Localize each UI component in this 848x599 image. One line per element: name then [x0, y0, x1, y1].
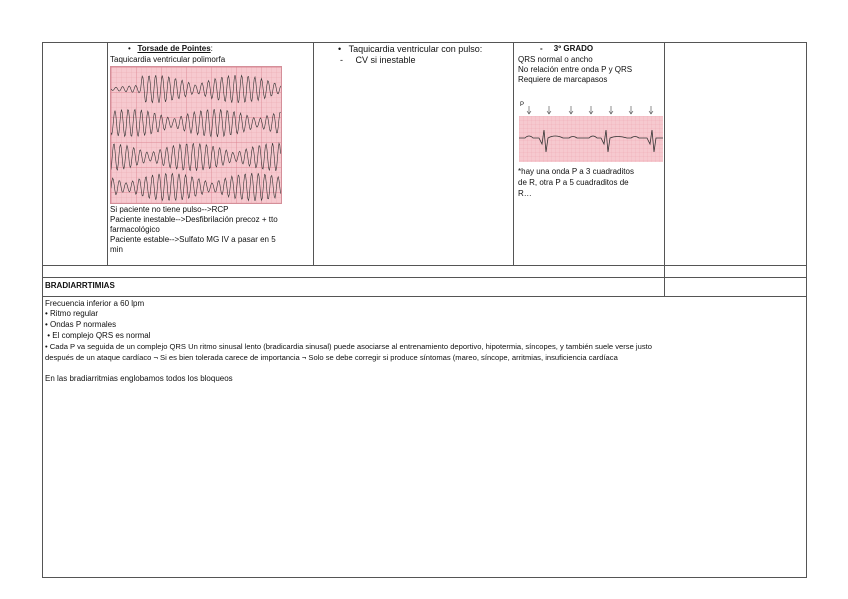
torsade-line-4: Paciente estable-->Sulfato MG IV a pasar en 5: [110, 235, 276, 244]
tv-pulso-bullet: • Taquicardia ventricular con pulso:: [338, 44, 483, 54]
torsade-line-3: farmacológico: [110, 225, 160, 234]
bradi-line-4: • El complejo QRS es normal: [45, 331, 151, 340]
tercer-grado-ecg-label: P: [520, 102, 525, 108]
torsade-line-2: Paciente inestable-->Desfibrilación precoz + tto: [110, 215, 278, 224]
tercer-grado-ecg-image: [519, 100, 663, 162]
tv-pulso-title: Taquicardia ventricular con pulso:: [348, 44, 483, 54]
torsade-bullet: • Torsade de Pointes:: [128, 44, 213, 53]
torsade-line-1: Si paciente no tiene pulso-->RCP: [110, 205, 229, 214]
tercer-grado-line-3: Requiere de marcapasos: [518, 75, 608, 84]
bradi-line-3: • Ondas P normales: [45, 320, 117, 329]
bradi-line-1: Frecuencia inferior a 60 lpm: [45, 299, 145, 308]
tv-pulso-dash-label: CV si inestable: [355, 55, 416, 65]
bradi-closing: En las bradiarritmias englobamos todos los bloqueos: [45, 374, 233, 383]
tercer-grado-note-2: de R, otra P a 5 cuadraditos de: [518, 178, 629, 187]
tercer-grado-note-1: *hay una onda P a 3 cuadraditos: [518, 167, 634, 176]
tercer-grado-line-2: No relación entre onda P y QRS: [518, 65, 633, 74]
bradi-line-5: • Cada P va seguida de un complejo QRS Un ritmo sinusal lento (bradicardia sinusal) puede asociarse al entrenamiento deportivo, hipotermia, síncopes, y también suele verse justo: [45, 342, 652, 351]
bradi-line-6: después de un ataque cardíaco ¬ Si es bien tolerada carece de importancia ¬ Solo se debe corregir si produce síntomas (mareo, síncope, arritmias, insuficiencia cardíaca: [45, 353, 618, 362]
torsade-subtitle: Taquicardia ventricular polimorfa: [110, 55, 226, 64]
tercer-grado-line-1: QRS normal o ancho: [518, 55, 593, 64]
bradi-line-2: • Ritmo regular: [45, 309, 99, 318]
tercer-grado-note-3: R…: [518, 189, 532, 198]
torsade-title-colon: :: [210, 44, 213, 53]
tv-pulso-dash-item: - CV si inestable: [340, 55, 416, 65]
torsade-title: Torsade de Pointes: [137, 44, 211, 53]
tercer-grado-title-text: 3º GRADO: [553, 44, 594, 53]
torsade-ecg-image: [110, 66, 282, 204]
bradi-header: BRADIARRTIMIAS: [45, 281, 115, 290]
torsade-line-5: min: [110, 245, 123, 254]
tercer-grado-title: - 3º GRADO: [540, 44, 594, 53]
